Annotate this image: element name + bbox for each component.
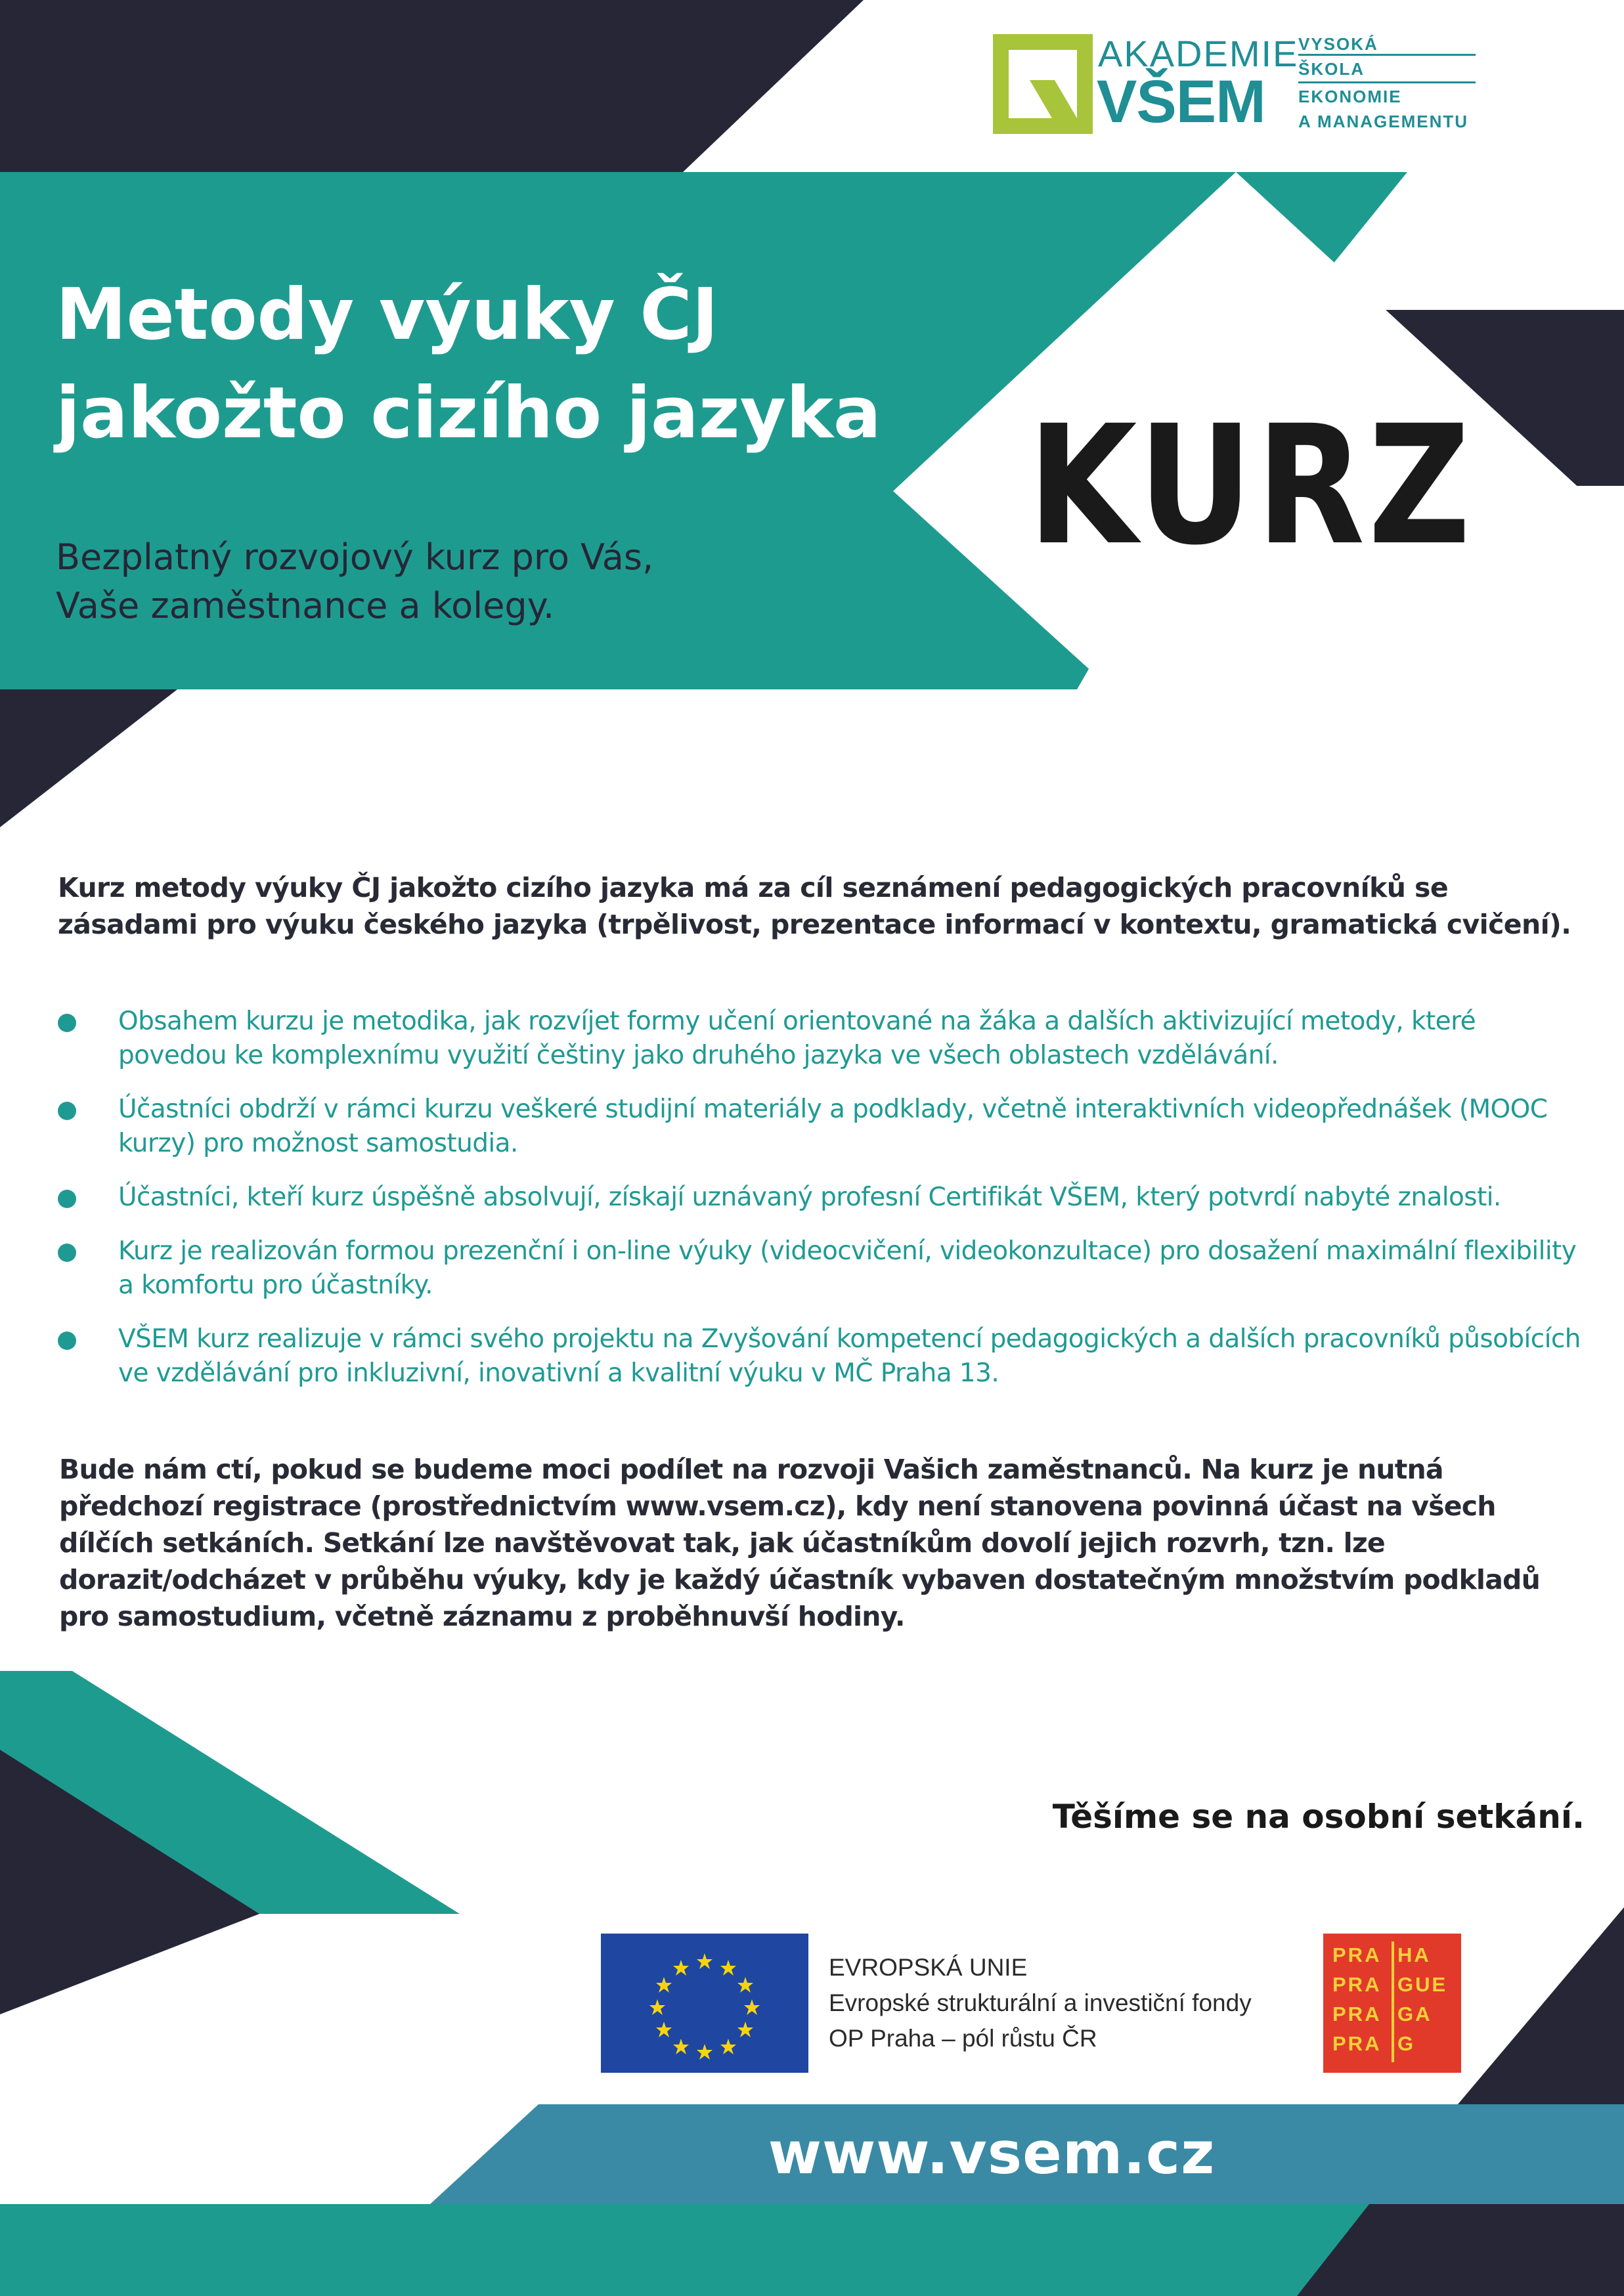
praha-logo bbox=[1323, 1934, 1461, 2073]
bullet-dot-icon bbox=[58, 1332, 76, 1350]
website-link[interactable]: www.vsem.cz bbox=[768, 2119, 1216, 2187]
bullet-dot-icon bbox=[58, 1244, 76, 1262]
logo-management: A MANAGEMENTU bbox=[1298, 112, 1469, 131]
feature-list bbox=[118, 1005, 1583, 1410]
praha-logo-bar bbox=[1392, 1941, 1394, 2062]
list-item-text: Účastníci obdrží v rámci kurzu veškeré studijní materiály a podklady, včetně interaktivních videopřednášek (MOOC kurzy) pro možnost samostudia. bbox=[118, 1094, 1548, 1158]
praha-logo-left: PRA PRA PRA PRA bbox=[1332, 1943, 1382, 2055]
akademie-vsem-logo[interactable] bbox=[993, 33, 1479, 138]
logo-skola: ŠKOLA bbox=[1298, 59, 1365, 79]
navy-triangle-top-left bbox=[0, 0, 864, 172]
intro-paragraph: Kurz metody výuky ČJ jakožto cizího jazyka má za cíl seznámení pedagogických pracovníků se zásadami pro výuku českého jazyka (trpělivost, prezentace informací v kontextu, gramatická cvičení). bbox=[58, 872, 1571, 940]
list-item-text: Kurz je realizován formou prezenční i on-line výuky (videocvičení, videokonzultace) pro dosažení maximální flexibility a komfortu pro účastníky. bbox=[118, 1236, 1577, 1300]
subtitle-line-2: Vaše zaměstnance a kolegy. bbox=[56, 585, 555, 626]
list-item-text: VŠEM kurz realizuje v rámci svého projektu na Zvyšování kompetencí pedagogických a dalších pracovníků působících ve vzdělávání pro inkluzivní, inovativní a kvalitní výuku v MČ Praha 13. bbox=[118, 1324, 1581, 1388]
list-item bbox=[118, 1234, 1583, 1303]
logo-vsem-text: VŠEM bbox=[1097, 68, 1265, 135]
eu-line-3: OP Praha – pól růstu ČR bbox=[829, 2025, 1097, 2052]
list-item-text: Účastníci, kteří kurz úspěšně absolvují, získají uznávaný profesní Certifikát VŠEM, který potvrdí nabyté znalosti. bbox=[118, 1182, 1501, 1212]
list-item bbox=[118, 1180, 1583, 1215]
page-subtitle bbox=[56, 533, 844, 630]
list-item bbox=[118, 1093, 1583, 1161]
bullet-dot-icon bbox=[58, 1102, 76, 1120]
eu-stars-icon bbox=[601, 1934, 808, 2073]
closing-paragraph: Bude nám ctí, pokud se budeme moci podílet na rozvoji Vašich zaměstnanců. Na kurz je nutná předchozí registrace (prostřednictvím www.vsem.cz), kdy není stanovena povinná účast na všech dílčích setkáních. Setkání lze navštěvovat tak, jak účastníkům dovolí jejich rozvrh, tzn. lze dorazit/odcházet v průběhu výuky, kdy je každý účastník vybaven dostatečným množstvím podkladů pro samostudium, včetně záznamu z proběhnuvší hodiny. bbox=[59, 1454, 1540, 1632]
bullet-dot-icon bbox=[58, 1014, 76, 1032]
list-item-text: Obsahem kurzu je metodika, jak rozvíjet formy učení orientované na žáka a dalších aktivizující metody, které povedou ke komplexnímu využití češtiny jako druhého jazyka ve všech oblastech vzdělávání. bbox=[118, 1007, 1476, 1070]
eu-flag-icon bbox=[601, 1934, 808, 2073]
logo-divider bbox=[1298, 54, 1476, 56]
eu-funding-text bbox=[829, 1950, 1252, 2056]
navy-triangle-left bbox=[0, 689, 177, 827]
list-item bbox=[118, 1322, 1583, 1391]
logo-mark-icon bbox=[993, 34, 1093, 134]
logo-ekonomie: EKONOMIE bbox=[1298, 87, 1402, 106]
logo-vysoka: VYSOKÁ bbox=[1298, 34, 1378, 54]
title-line-2: jakožto cizího jazyka bbox=[56, 372, 881, 454]
greeting-text: Těšíme se na osobní setkání. bbox=[1052, 1798, 1585, 1836]
praha-logo-right: HA GUE GA G bbox=[1397, 1943, 1448, 2055]
subtitle-line-1: Bezplatný rozvojový kurz pro Vás, bbox=[56, 536, 654, 578]
page-title bbox=[56, 266, 910, 463]
eu-line-1: EVROPSKÁ UNIE bbox=[829, 1954, 1028, 1981]
bullet-dot-icon bbox=[58, 1190, 76, 1208]
kurz-badge: KURZ bbox=[1028, 390, 1474, 581]
title-line-1: Metody výuky ČJ bbox=[56, 274, 718, 356]
logo-akademie-text: AKADEMIE bbox=[1098, 33, 1299, 74]
list-item bbox=[118, 1005, 1583, 1073]
logo-divider bbox=[1298, 81, 1476, 83]
navy-triangle-bottom-right bbox=[1458, 1907, 1624, 2104]
eu-line-2: Evropské strukturální a investiční fondy bbox=[829, 1989, 1252, 2016]
